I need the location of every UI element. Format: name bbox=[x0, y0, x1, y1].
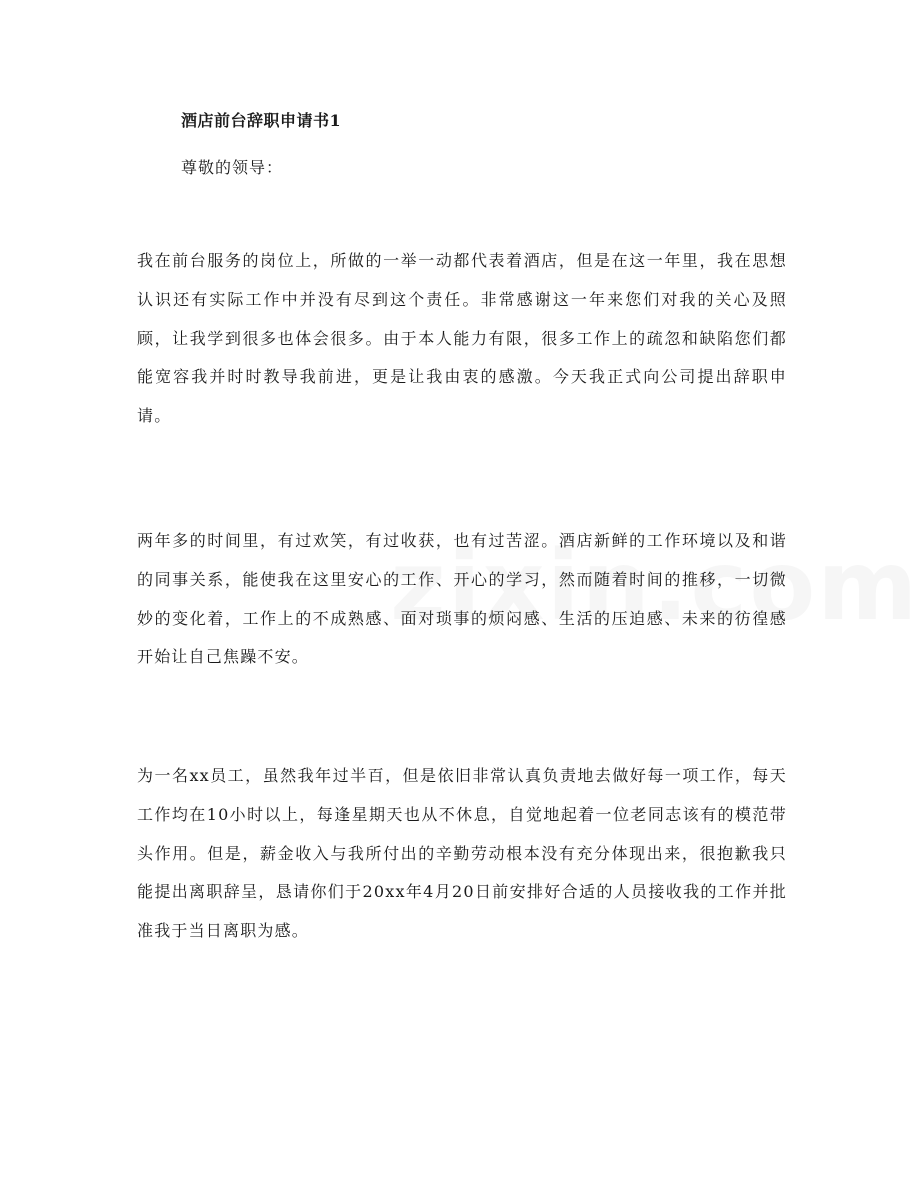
document-title: 酒店前台辞职申请书1 bbox=[181, 111, 342, 130]
paragraph-3: 为一名xx员工，虽然我年过半百，但是依旧非常认真负责地去做好每一项工作，每天工作均在10小时以上，每逢星期天也从不休息，自觉地起着一位老同志该有的模范带头作用。但是，薪金收入与我所付出的辛勤劳动根本没有充分体现出来，很抱歉我只能提出离职辞呈，恳请你们于20xx年4月20日前安排好合适的人员接收我的工作并批准我于当日离职为感。 bbox=[137, 766, 787, 941]
paragraph-1: 我在前台服务的岗位上，所做的一举一动都代表着酒店，但是在这一年里，我在思想认识还有实际工作中并没有尽到这个责任。非常感谢这一年来您们对我的关心及照顾，让我学到很多也体会很多。由于本人能力有限，很多工作上的疏忽和缺陷您们都能宽容我并时时教导我前进，更是让我由衷的感激。今天我正式向公司提出辞职申请。 bbox=[137, 251, 787, 426]
salutation: 尊敬的领导： bbox=[181, 158, 284, 177]
paragraph-2: 两年多的时间里，有过欢笑，有过收获，也有过苦涩。酒店新鲜的工作环境以及和谐的同事关系，能使我在这里安心的工作、开心的学习，然而随着时间的推移，一切微妙的变化着，工作上的不成熟感、面对琐事的烦闷感、生活的压迫感、未来的彷徨感开始让自己焦躁不安。 bbox=[137, 531, 787, 667]
